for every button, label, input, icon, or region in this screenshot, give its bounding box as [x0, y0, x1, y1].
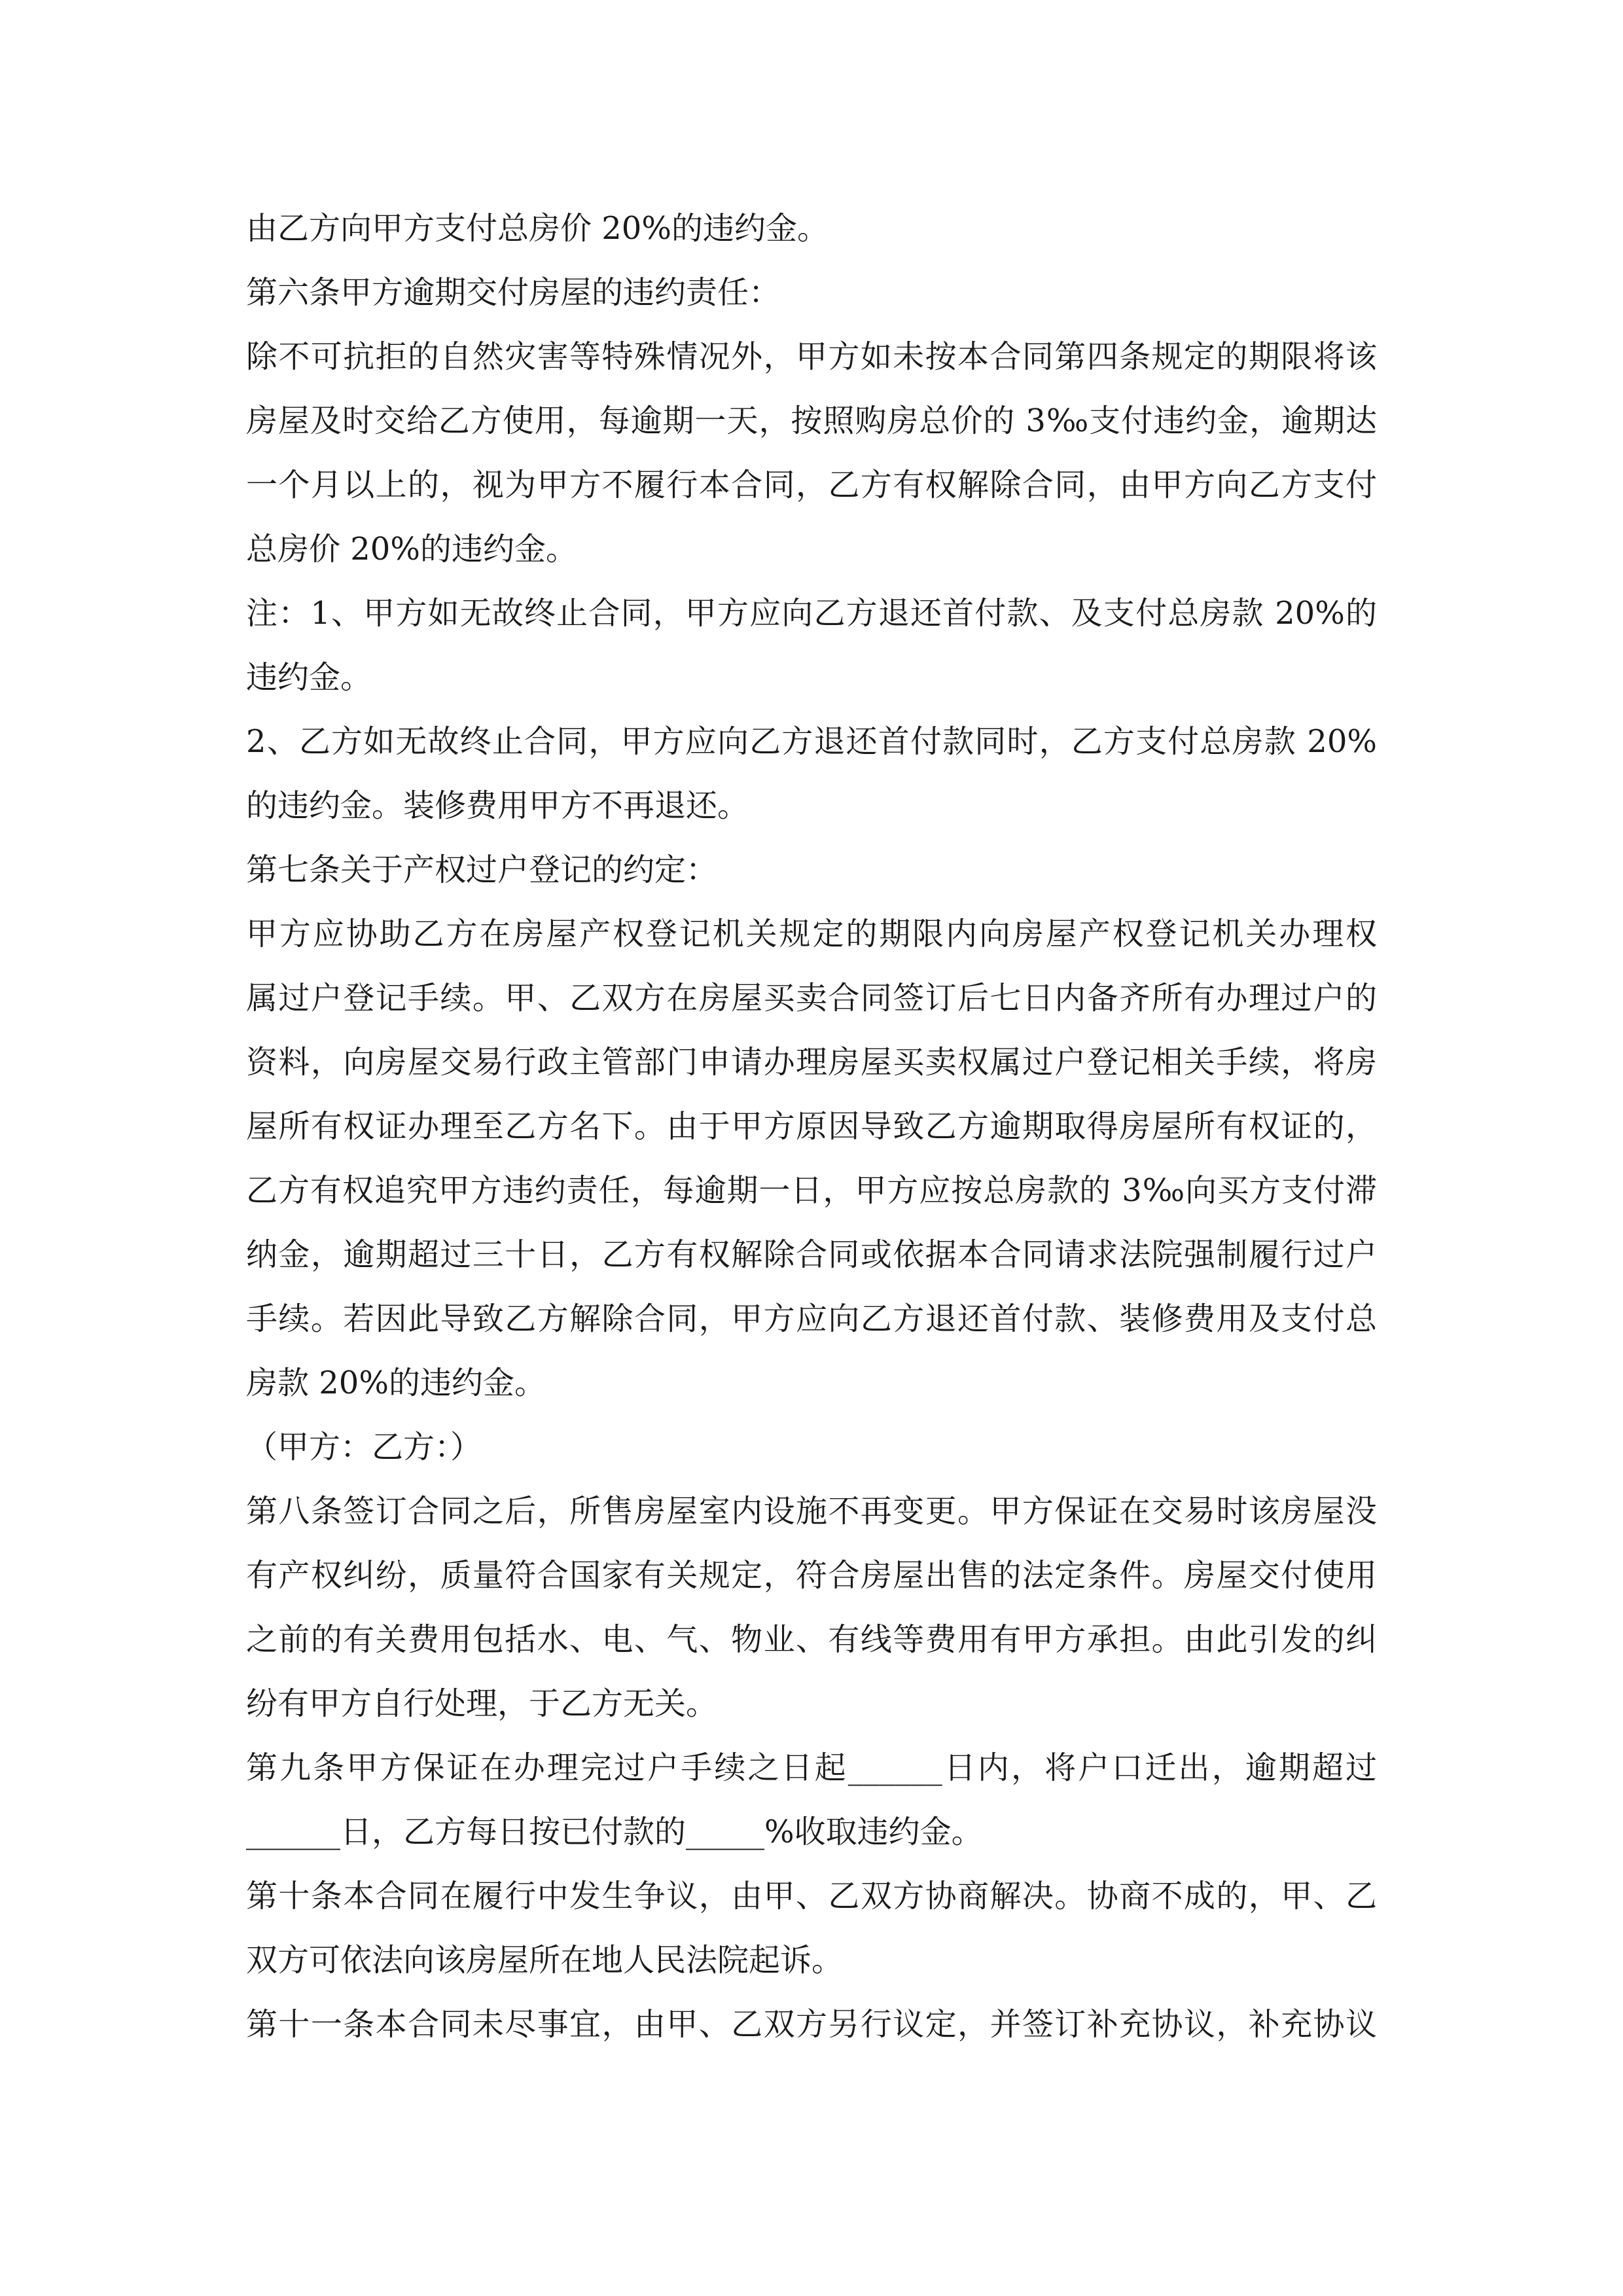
text-line: 除不可抗拒的自然灾害等特殊情况外，甲方如未按本合同第四条规定的期限将该: [246, 338, 1377, 375]
text-line: 第九条甲方保证在办理完过户手续之日起______日内，将户口迁出，逾期超过: [246, 1749, 1377, 1786]
text-line: 房屋及时交给乙方使用，每逾期一天，按照购房总价的 3‰支付违约金，逾期达: [246, 403, 1377, 439]
text-line: 的违约金。装修费用甲方不再退还。: [246, 787, 749, 824]
text-line: 总房价 20%的违约金。: [246, 531, 577, 567]
text-line: 乙方有权追究甲方违约责任，每逾期一日，甲方应按总房款的 3‰向买方支付滞: [246, 1172, 1377, 1209]
text-line: ______日，乙方每日按已付款的_____%收取违约金。: [246, 1814, 983, 1850]
text-line: 资料，向房屋交易行政主管部门申请办理房屋买卖权属过户登记相关手续，将房: [246, 1044, 1377, 1081]
text-line: 第十一条本合同未尽事宜，由甲、乙双方另行议定，并签订补充协议，补充协议: [246, 2006, 1377, 2043]
text-line: 屋所有权证办理至乙方名下。由于甲方原因导致乙方逾期取得房屋所有权证的，: [246, 1108, 1377, 1145]
text-line: 注：1、甲方如无故终止合同，甲方应向乙方退还首付款、及支付总房款 20%的: [246, 595, 1377, 632]
text-line: 第七条关于产权过户登记的约定：: [246, 852, 718, 888]
text-line: 第十条本合同在履行中发生争议，由甲、乙双方协商解决。协商不成的，甲、乙: [246, 1878, 1377, 1914]
text-line: 双方可依法向该房屋所在地人民法院起诉。: [246, 1942, 844, 1979]
text-line: 由乙方向甲方支付总房价 20%的违约金。: [246, 210, 829, 247]
text-line: 属过户登记手续。甲、乙双方在房屋买卖合同签订后七日内备齐所有办理过户的: [246, 980, 1377, 1016]
contract-text-body: [246, 196, 1377, 2056]
text-line: 有产权纠纷，质量符合国家有关规定，符合房屋出售的法定条件。房屋交付使用: [246, 1557, 1377, 1594]
text-line: 甲方应协助乙方在房屋产权登记机关规定的期限内向房屋产权登记机关办理权: [246, 916, 1377, 952]
text-line: （甲方：乙方：）: [246, 1429, 482, 1465]
text-line: 违约金。: [246, 659, 372, 696]
text-line: 纳金，逾期超过三十日，乙方有权解除合同或依据本合同请求法院强制履行过户: [246, 1236, 1377, 1273]
text-line: 第六条甲方逾期交付房屋的违约责任：: [246, 274, 781, 311]
text-line: 纷有甲方自行处理，于乙方无关。: [246, 1685, 718, 1722]
text-line: 一个月以上的，视为甲方不履行本合同，乙方有权解除合同，由甲方向乙方支付: [246, 467, 1377, 503]
text-line: 2、乙方如无故终止合同，甲方应向乙方退还首付款同时，乙方支付总房款 20%: [246, 723, 1377, 760]
text-line: 手续。若因此导致乙方解除合同，甲方应向乙方退还首付款、装修费用及支付总: [246, 1300, 1377, 1337]
text-line: 房款 20%的违约金。: [246, 1365, 546, 1401]
text-line: 第八条签订合同之后，所售房屋室内设施不再变更。甲方保证在交易时该房屋没: [246, 1493, 1377, 1530]
text-line: 之前的有关费用包括水、电、气、物业、有线等费用有甲方承担。由此引发的纠: [246, 1621, 1377, 1658]
